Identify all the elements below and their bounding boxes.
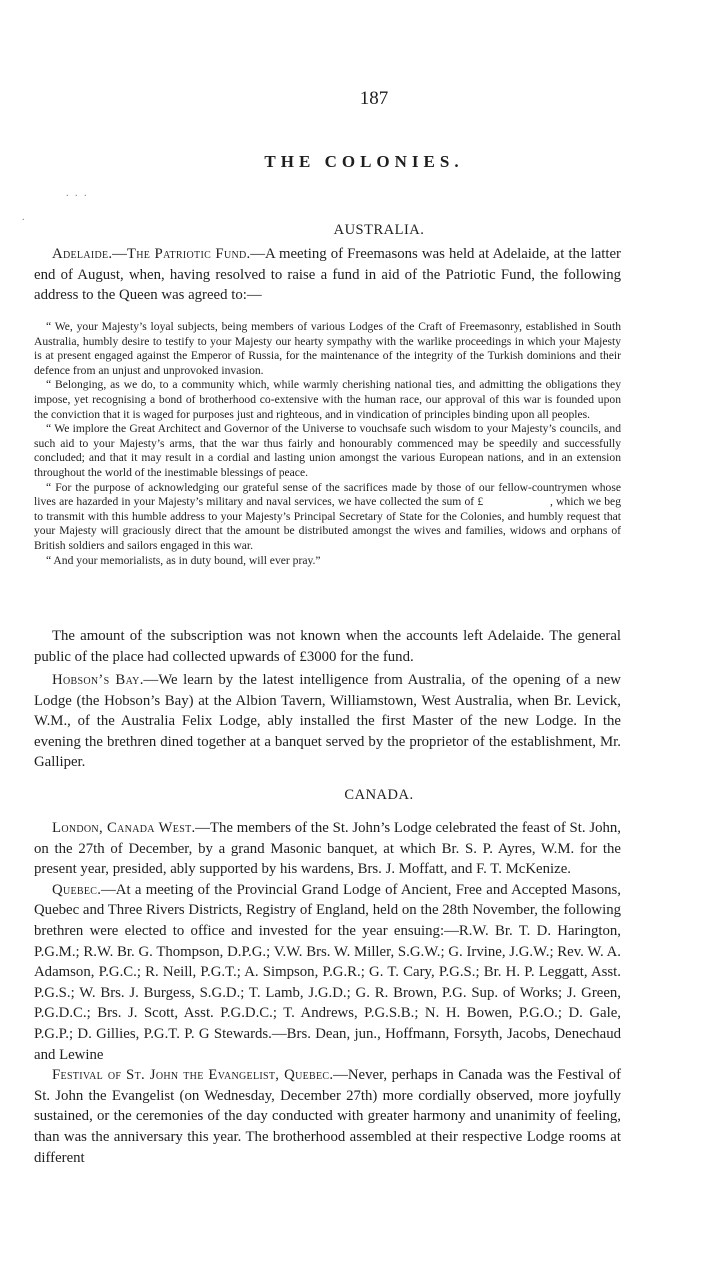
address-paragraph: “ And your memorialists, as in duty bound, will ever pray.” (46, 553, 321, 567)
paragraph-text: Never, perhaps in Canada was the Festival of St. John the Evangelist (on Wednesday, December 27th) more cordially observed, more joyfully sustained, or the ceremonies of the day conducted with greater harmony and unanimity of feeling, than was the anniversary this year. The brotherhood assembled at their respective Lodge rooms at different (34, 1067, 621, 1166)
adelaide-paragraph: Adelaide.—The Patriotic Fund.—A meeting of Freemasons was held at Adelaide, at the latter end of August, when, having resolved to raise a fund in aid of the Patriotic Fund, the following address to the Queen was agreed to:— (34, 246, 621, 304)
section-title: THE COLONIES. (264, 152, 464, 171)
canada-heading: CANADA. (344, 787, 414, 803)
paragraph-text: We learn by the latest intelligence from Australia, of the opening of a new Lodge (the Hobson’s Bay) at the Albion Tavern, Williamstown, West Australia, when Br. Levick, W.M., of the Australia Felix Lodge, ably installed the first Master of the new Lodge. In the evening the brethren dined together at a banquet served by the proprietor of the establishment, Mr. Galliper. (34, 672, 621, 771)
paragraph-text: At a meeting of the Provincial Grand Lodge of Ancient, Free and Accepted Masons, Quebec and Three Rivers Districts, Registry of England, held on the 28th November, the following brethren were elected to office and invested for the year ensuing:—R.W. Br. T. D. Harington, P.G.M.; R.W. Br. G. Thompson, D.P.G.; V.W. Brs. W. Miller, S.G.W.; G. Irvine, J.G.W.; Rev. W. A. Adamson, P.G.C.; R. Neill, P.G.T.; A. Simpson, P.G.R.; G. T. Cary, P.G.S.; Br. H. P. Leggatt, Asst. P.G.S.; W. Brs. J. Burgess, S.G.D.; T. Lamb, J.G.D.; G. R. Brown, P.G. Sup. of Works; J. Green, P.G.D.C.; Brs. J. Scott, Asst. P.G.D.C.; T. Andrews, P.G.S.B.; N. H. Bowen, P.G.O.; D. Gale, P.G.P.; D. Gillies, P.G.T. P. G Stewards.—Brs. Dean, jun., Hoffmann, Forsyth, Jacobs, Denechaud and Lewine (34, 881, 621, 1063)
subscription-note (34, 626, 621, 667)
paragraph-text: The members of the St. John’s Lodge celebrated the feast of St. John, on the 27th of December, by a grand Masonic banquet, at which Br. S. P. Ayres, W.M. for the present year, presided, ably supported by his wardens, Brs. J. Moffatt, and F. T. McKenize. (34, 820, 621, 878)
subject-name: The Patriotic Fund (126, 246, 247, 262)
scan-specks: . (22, 212, 27, 223)
canada-section (34, 818, 621, 1168)
place-name: Adelaide (52, 246, 109, 262)
place-name: Hobson’s Bay (52, 672, 140, 688)
place-name: London, Canada West (52, 820, 192, 836)
address-paragraph: “ We implore the Great Architect and Governor of the Universe to vouchsafe such wisdom to your Majesty’s councils, and such aid to your Majesty’s arms, that the war thus fairly and honourably commenced may be speedily and successfully concluded; and that it may result in a cordial and lasting union amongst the various European nations, and in an extension throughout the world of the inestimable blessings of peace. (34, 422, 621, 479)
address-to-queen (34, 320, 624, 568)
place-name: Festival of St. John the Evangelist, Quebec (52, 1067, 330, 1084)
australia-heading: AUSTRALIA. (333, 222, 425, 238)
hobsons-bay-paragraph: Hobson’s Bay.—We learn by the latest intelligence from Australia, of the opening of a new Lodge (the Hobson’s Bay) at the Albion Tavern, Williamstown, West Australia, when Br. Levick, W.M., of the Australia Felix Lodge, ably installed the first Master of the new Lodge. In the evening the brethren dined together at a banquet served by the proprietor of the establishment, Mr. Galliper. (34, 672, 621, 771)
paragraph-text: A meeting of Freemasons was held at Adelaide, at the latter end of August, when, having resolved to raise a fund in aid of the Patriotic Fund, the following address to the Queen was agreed to:— (34, 246, 621, 304)
quebec-paragraph: Quebec.—At a meeting of the Provincial Grand Lodge of Ancient, Free and Accepted Masons, Quebec and Three Rivers Districts, Registry of England, held on the 28th November, the following brethren were elected to office and invested for the year ensuing:—R.W. Br. T. D. Harington, P.G.M.; R.W. Br. G. Thompson, D.P.G.; V.W. Brs. W. Miller, S.G.W.; G. Irvine, J.G.W.; Rev. W. A. Adamson, P.G.C.; R. Neill, P.G.T.; A. Simpson, P.G.R.; G. T. Cary, P.G.S.; Br. H. P. Leggatt, Asst. P.G.S.; W. Brs. J. Burgess, S.G.D.; T. Lamb, J.G.D.; G. R. Brown, P.G. Sup. of Works; J. Green, P.G.D.C.; Brs. J. Scott, Asst. P.G.D.C.; T. Andrews, P.G.S.B.; N. H. Bowen, P.G.O.; D. Gale, P.G.P.; D. Gillies, P.G.T. P. G Stewards.—Brs. Dean, jun., Hoffmann, Forsyth, Jacobs, Denechaud and Lewine (34, 881, 621, 1063)
london-paragraph: London, Canada West.—The members of the St. John’s Lodge celebrated the feast of St. John, on the 27th of December, by a grand Masonic banquet, at which Br. S. P. Ayres, W.M. for the present year, presided, ably supported by his wardens, Brs. J. Moffatt, and F. T. McKenize. (34, 820, 621, 878)
paragraph-text: The amount of the subscription was not known when the accounts left Adelaide. The general public of the place had collected upwards of £3000 for the fund. (34, 628, 621, 665)
page-number: 187 (359, 88, 389, 109)
scan-specks: . . . (66, 188, 89, 199)
address-paragraph: “ Belonging, as we do, to a community which, while warmly cherishing national ties, and admitting the obligations they impose, yet recognising a bond of brotherhood co-extensive with the human race, our approval of this war is founded upon the conviction that it is waged for purposes just and righteous, and in vindication of principles binding upon all peoples. (34, 378, 621, 421)
festival-paragraph: Festival of St. John the Evangelist, Quebec.—Never, perhaps in Canada was the Festival of St. John the Evangelist (on Wednesday, December 27th) more cordially observed, more joyfully sustained, or the ceremonies of the day conducted with greater harmony and unanimity of feeling, than was the anniversary this year. The brotherhood assembled at their respective Lodge rooms at different (34, 1067, 621, 1166)
address-paragraph: “ We, your Majesty’s loyal subjects, being members of various Lodges of the Craft of Freemasonry, established in South Australia, humbly desire to testify to your Majesty our hearty sympathy with the warlike proceedings in which your Majesty is at present engaged against the Emperor of Russia, for the maintenance of the integrity of the Turkish dominions and their defence from an unjust and unprovoked invasion. (34, 320, 621, 377)
address-paragraph: “ For the purpose of acknowledging our grateful sense of the sacrifices made by those of our fellow-countrymen whose lives are hazarded in your Majesty’s military and naval services, we have collected the sum of £ , which we beg to transmit with this humble address to your Majesty’s Principal Secretary of State for the Colonies, and humbly request that your Majesty will graciously direct that the amount be distributed amongst the wives and families, widows and orphans of British soldiers and sailors engaged in this war. (34, 480, 624, 552)
place-name: Quebec (52, 881, 98, 898)
